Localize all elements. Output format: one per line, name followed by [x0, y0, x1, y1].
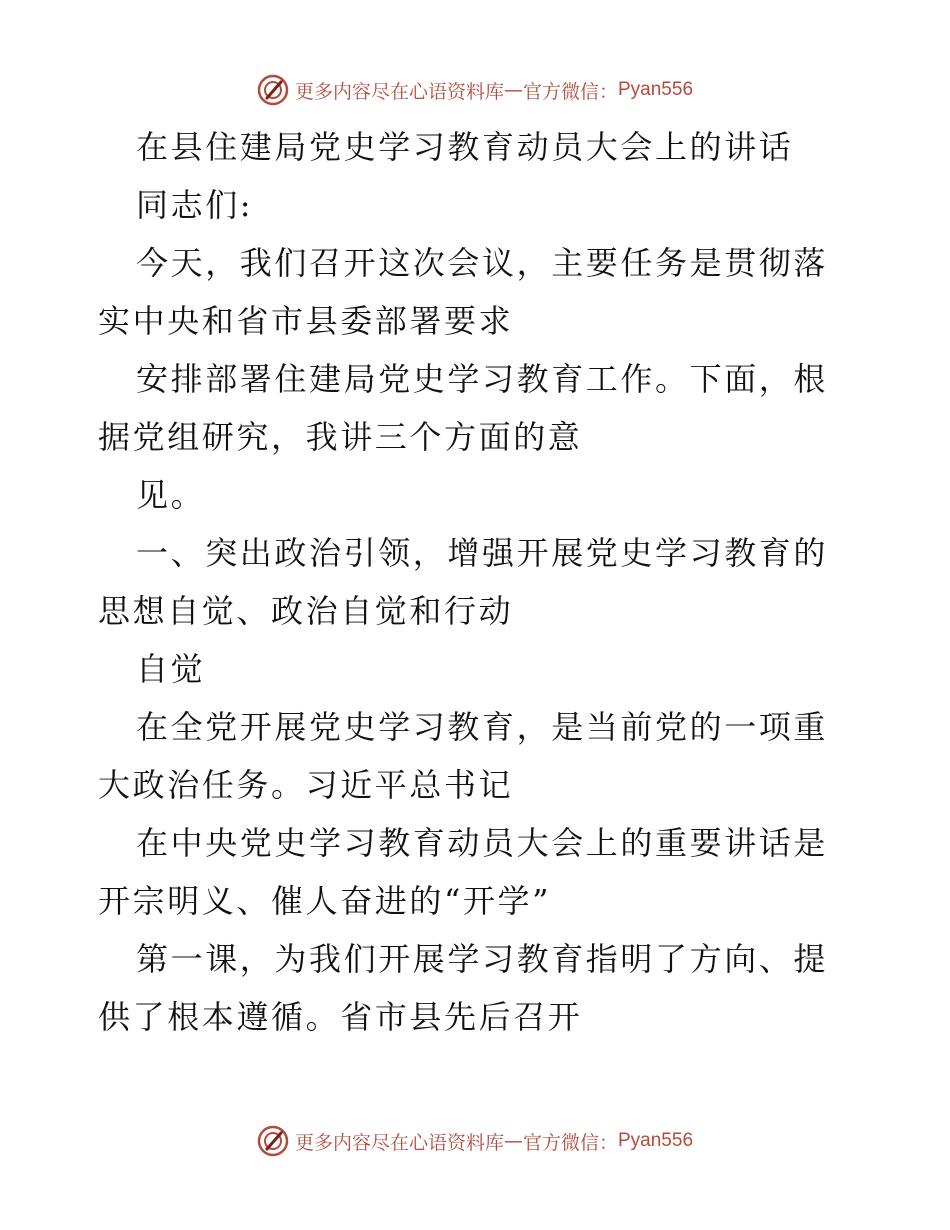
- brand-logo-icon: [257, 1125, 289, 1157]
- section-heading: 一、突出政治引领，增强开展党史学习教育的思想自觉、政治自觉和行动: [98, 534, 829, 630]
- brand-logo-icon: [257, 74, 289, 106]
- document-body: [98, 118, 858, 1046]
- banner-brand-text: 更多内容尽在心语资料库: [294, 1131, 504, 1154]
- paragraph: 在中央党史学习教育动员大会上的重要讲话是开宗明义、催人奋进的“开学”: [98, 824, 829, 920]
- banner-wechat-label: 官方微信：: [522, 80, 618, 103]
- banner-dash: —: [503, 1130, 523, 1152]
- paragraph: 今天，我们召开这次会议，主要任务是贯彻落实中央和省市县委部署要求: [98, 244, 829, 340]
- header-banner: [0, 70, 950, 110]
- banner-dash: —: [503, 79, 523, 101]
- paragraph: 见。: [136, 476, 206, 514]
- section-heading-continued: 自觉: [136, 650, 206, 688]
- footer-banner: [0, 1121, 950, 1161]
- paragraph: 安排部署住建局党史学习教育工作。下面，根据党组研究，我讲三个方面的意: [98, 360, 829, 456]
- paragraph: 在全党开展党史学习教育，是当前党的一项重大政治任务。习近平总书记: [98, 708, 829, 804]
- banner-brand-text: 更多内容尽在心语资料库: [294, 80, 504, 103]
- banner-wechat-id: Pyan556: [618, 79, 694, 100]
- salutation: 同志们:: [136, 186, 254, 224]
- paragraph: 第一课，为我们开展学习教育指明了方向、提供了根本遵循。省市县先后召开: [98, 940, 829, 1036]
- document-title: 在县住建局党史学习教育动员大会上的讲话: [136, 128, 794, 166]
- banner-wechat-id: Pyan556: [618, 1130, 694, 1151]
- banner-wechat-label: 官方微信：: [522, 1131, 618, 1154]
